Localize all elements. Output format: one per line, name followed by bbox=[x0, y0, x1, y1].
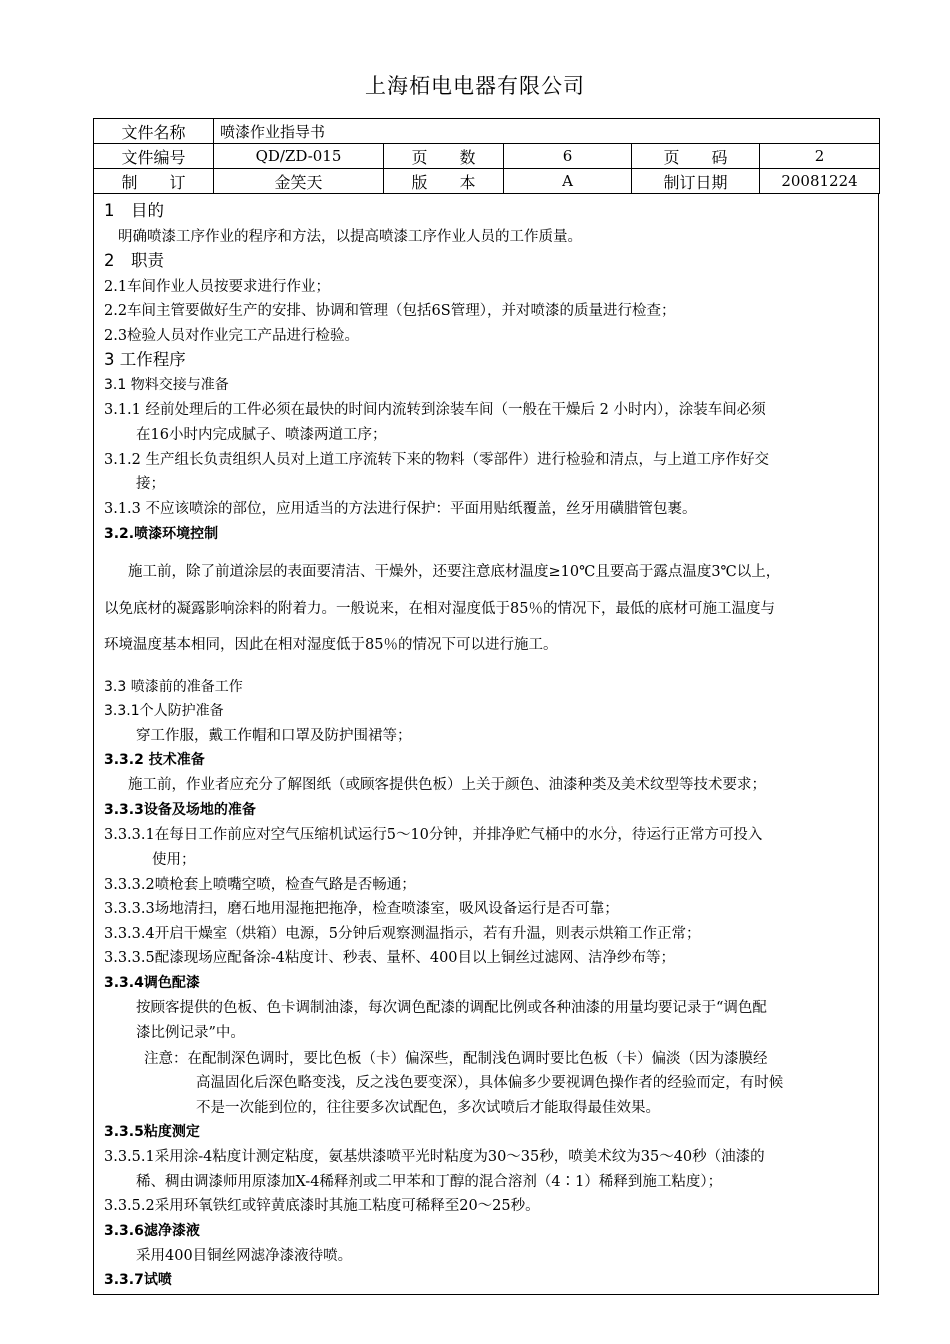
paragraph-line: 3.3.5.1采用涂-4粘度计测定粘度，氨基烘漆喷平光时粘度为30～35秒，喷美术纹为35～40秒（油漆的 bbox=[104, 1149, 765, 1165]
subsection-heading: 3.3.7试喷 bbox=[104, 1272, 172, 1288]
doc-no: QD/ZD-015 bbox=[214, 144, 384, 169]
pages: 6 bbox=[504, 144, 632, 169]
paragraph-line: 穿工作服，戴工作帽和口罩及防护围裙等； bbox=[136, 728, 412, 744]
paragraph-line: 3.3.3.5配漆现场应配备涂-4粘度计、秒表、量杯、400目以上铜丝过滤网、洁净纱布等； bbox=[104, 950, 676, 966]
subsection-heading: 3.2.喷漆环境控制 bbox=[104, 526, 219, 542]
doc-name: 喷漆作业指导书 bbox=[214, 119, 880, 144]
subsection-heading: 3.3.2 技术准备 bbox=[104, 752, 205, 768]
paragraph-line: 漆比例记录”中。 bbox=[136, 1025, 245, 1041]
subsection-heading: 3.3 喷漆前的准备工作 bbox=[104, 679, 243, 695]
paragraph-line: 3.3.3.4开启干燥室（烘箱）电源，5分钟后观察测温指示，若有升温，则表示烘箱工作正常； bbox=[104, 926, 701, 942]
paragraph-line: 按顾客提供的色板、色卡调制油漆，每次调色配漆的调配比例或各种油漆的用量均要记录于“调色配 bbox=[136, 1000, 767, 1016]
label-pages: 页 数 bbox=[384, 144, 504, 169]
author: 金笑天 bbox=[214, 169, 384, 194]
paragraph-line: 使用； bbox=[152, 852, 196, 868]
subsection-heading: 3.3.5粘度测定 bbox=[104, 1124, 200, 1140]
paragraph-line: 2.1车间作业人员按要求进行作业； bbox=[104, 279, 331, 295]
paragraph-line: 环境温度基本相同，因此在相对湿度低于85％的情况下可以进行施工。 bbox=[104, 637, 558, 653]
label-author: 制 订 bbox=[94, 169, 214, 194]
paragraph-line: 3.3.3.1在每日工作前应对空气压缩机试运行5～10分钟，并排净贮气桶中的水分，待运行正常方可投入 bbox=[104, 827, 763, 843]
label-doc-no: 文件编号 bbox=[94, 144, 214, 169]
paragraph-line: 2.2车间主管要做好生产的安排、协调和管理（包括6S管理），并对喷漆的质量进行检查； bbox=[104, 303, 676, 319]
note-line: 高温固化后深色略变浅，反之浅色要变深），具体偏多少要视调色操作者的经验而定，有时候 bbox=[196, 1075, 784, 1091]
date: 20081224 bbox=[760, 169, 880, 194]
page-number: 2 bbox=[760, 144, 880, 169]
paragraph-line: 以免底材的凝露影响涂料的附着力。一般说来，在相对湿度低于85％的情况下，最低的底材可施工温度与 bbox=[104, 601, 775, 617]
label-version: 版 本 bbox=[384, 169, 504, 194]
label-doc-name: 文件名称 bbox=[94, 119, 214, 144]
label-page: 页 码 bbox=[632, 144, 760, 169]
paragraph-line: 3.3.3.3场地清扫，磨石地用湿拖把拖净，检查喷漆室，吸风设备运行是否可靠； bbox=[104, 901, 619, 917]
paragraph-line: 采用400目铜丝网滤净漆液待喷。 bbox=[136, 1248, 353, 1264]
paragraph-line: 3.1.2 生产组长负责组织人员对上道工序流转下来的物料（零部件）进行检验和清点，与上道工序作好交 bbox=[104, 452, 769, 468]
company-title: 上海栢电电器有限公司 bbox=[365, 74, 585, 98]
paragraph-line: 明确喷漆工序作业的程序和方法，以提高喷漆工序作业人员的工作质量。 bbox=[118, 229, 582, 245]
paragraph-line: 在16小时内完成腻子、喷漆两道工序； bbox=[136, 427, 387, 443]
subsection-heading: 3.3.6滤净漆液 bbox=[104, 1223, 200, 1239]
section-heading: 2 职责 bbox=[104, 251, 164, 270]
subsection-heading: 3.3.4调色配漆 bbox=[104, 975, 200, 991]
paragraph-line: 3.3.5.2采用环氧铁红或锌黄底漆时其施工粘度可稀释至20～25秒。 bbox=[104, 1198, 540, 1214]
document-header-table bbox=[93, 118, 880, 194]
paragraph-line: 3.3.3.2喷枪套上喷嘴空喷，检查气路是否畅通； bbox=[104, 877, 416, 893]
paragraph-line: 3.1.3 不应该喷涂的部位，应用适当的方法进行保护：平面用贴纸覆盖，丝牙用磺腊管包裹。 bbox=[104, 501, 697, 517]
section-heading: 3 工作程序 bbox=[104, 350, 186, 369]
note-line: 注意：在配制深色调时，要比色板（卡）偏深些，配制浅色调时要比色板（卡）偏淡（因为漆膜经 bbox=[144, 1051, 768, 1067]
section-heading: 1 目的 bbox=[104, 201, 164, 220]
document-body bbox=[93, 193, 879, 1295]
label-date: 制订日期 bbox=[632, 169, 760, 194]
paragraph-line: 施工前，除了前道涂层的表面要清洁、干燥外，还要注意底材温度≥10℃且要高于露点温度3℃以上， bbox=[128, 564, 781, 580]
paragraph-line: 接； bbox=[136, 476, 165, 492]
version: A bbox=[504, 169, 632, 194]
subsection-heading: 3.3.3设备及场地的准备 bbox=[104, 802, 256, 818]
subsection-heading: 3.1 物料交接与准备 bbox=[104, 377, 229, 393]
paragraph-line: 2.3检验人员对作业完工产品进行检验。 bbox=[104, 328, 360, 344]
paragraph-line: 稀、稠由调漆师用原漆加X-4稀释剂或二甲苯和丁醇的混合溶剂（4∶1）稀释到施工粘度）； bbox=[136, 1174, 723, 1190]
paragraph-line: 施工前，作业者应充分了解图纸（或顾客提供色板）上关于颜色、油漆种类及美术纹型等技术要求； bbox=[128, 777, 766, 793]
subsection-heading: 3.3.1个人防护准备 bbox=[104, 703, 224, 719]
paragraph-line: 3.1.1 经前处理后的工件必须在最快的时间内流转到涂装车间（一般在干燥后 2 小时内），涂装车间必须 bbox=[104, 402, 766, 418]
note-line: 不是一次能到位的，往往要多次试配色，多次试喷后才能取得最佳效果。 bbox=[196, 1100, 660, 1116]
